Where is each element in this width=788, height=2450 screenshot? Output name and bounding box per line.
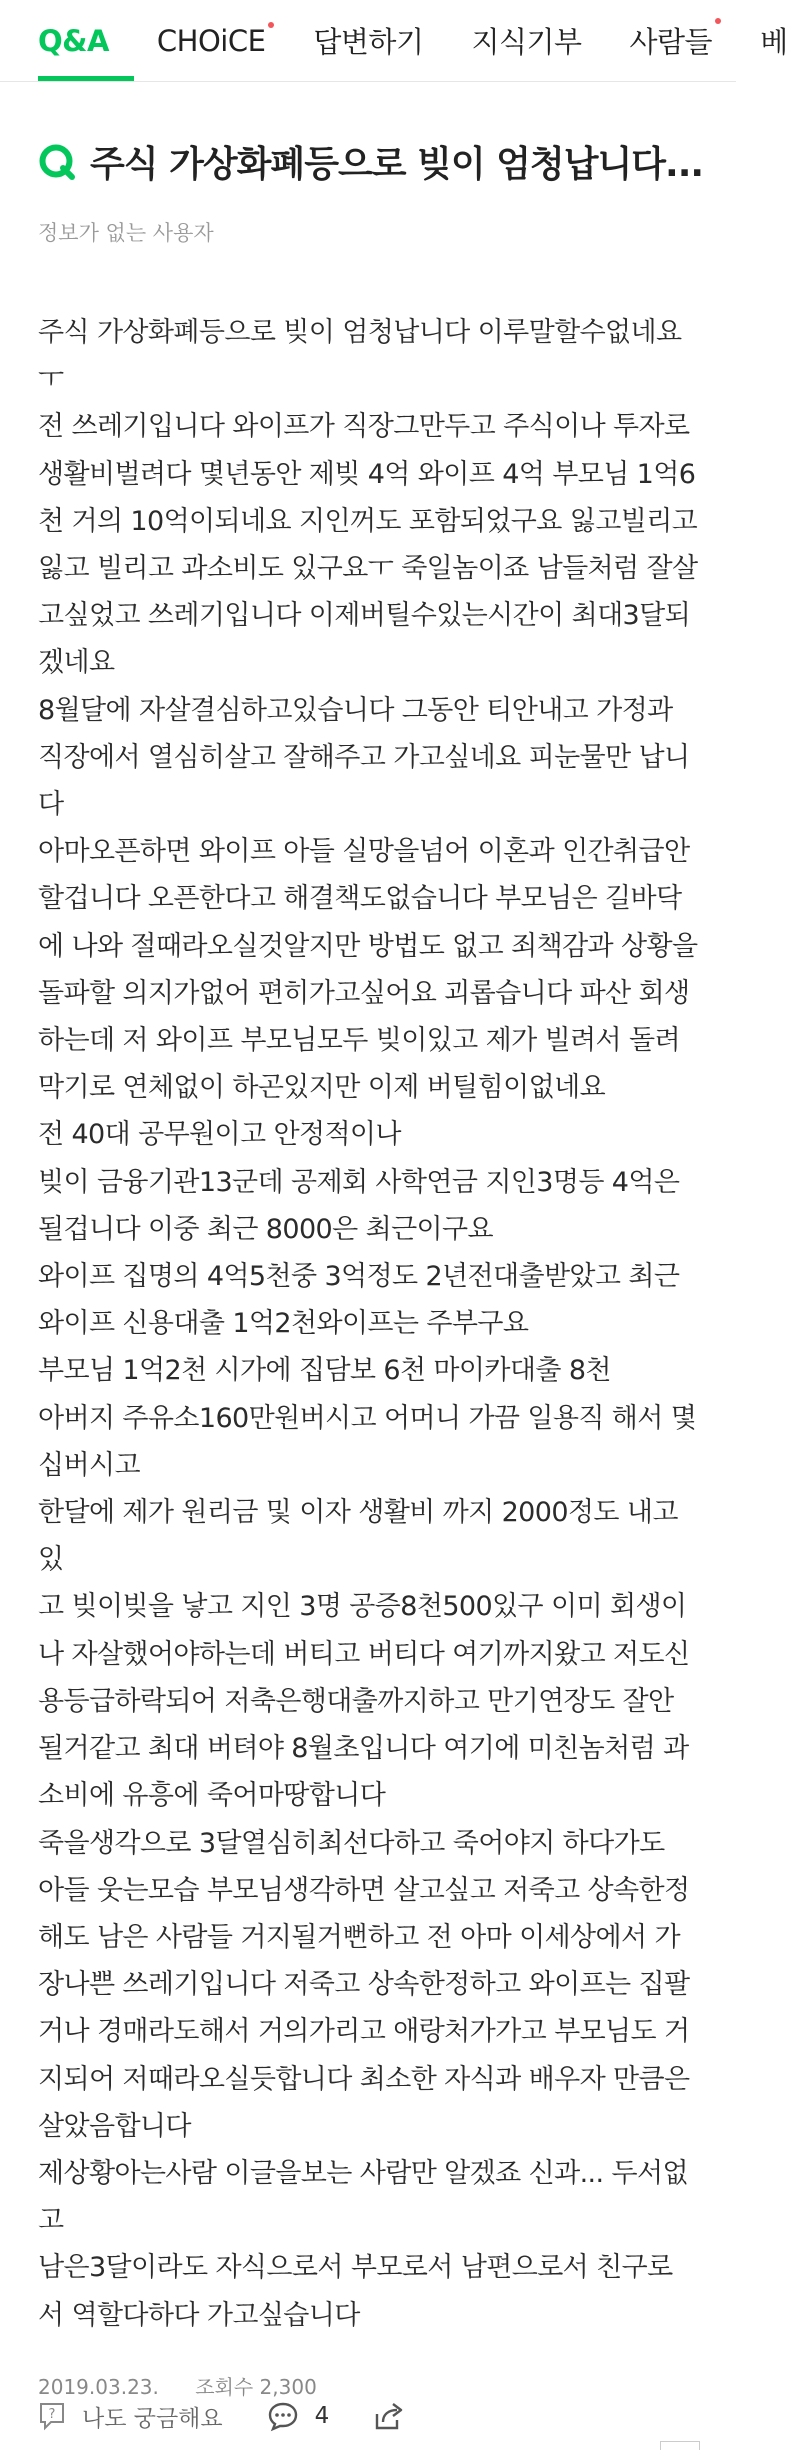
tab-0[interactable] xyxy=(38,24,109,58)
view-count: 조회수 2,300 xyxy=(195,2374,317,2399)
curious-button[interactable] xyxy=(38,2400,223,2433)
body-line: 막기로 연체없이 하곤있지만 이제 버틸힘이없네요 xyxy=(38,1072,606,1104)
body-line: 거나 경매라도해서 거의가리고 애랑처가가고 부모님도 거 xyxy=(38,2016,690,2048)
body-line: 아버지 주유소160만원버시고 어머니 가끔 일용직 해서 몇 xyxy=(38,1402,697,1434)
body-line: 주식 가상화폐등으로 빚이 엄청납니다 이루말할수없네요 xyxy=(38,317,682,348)
author-name[interactable]: 정보가 없는 사용자 xyxy=(38,221,214,245)
body-line: 다 xyxy=(38,789,64,821)
body-line: 와이프 집명의 4억5천중 3억정도 2년전대출받았고 최근 xyxy=(38,1261,680,1293)
question-title: 주식 가상화폐등으로 빚이 엄청납니다... xyxy=(90,144,704,185)
body-line: 전 쓰레기입니다 와이프가 직장그만두고 주식이나 투자로 xyxy=(38,411,690,443)
body-line: 고싶었고 쓰레기입니다 이제버틸수있는시간이 최대3달되 xyxy=(38,600,691,632)
top-nav xyxy=(0,0,788,82)
tab-4[interactable] xyxy=(630,20,713,61)
body-line: 아마오픈하면 와이프 아들 실망을넘어 이혼과 인간취급안 xyxy=(38,836,690,868)
body-line: 빚이 금융기관13군데 공제회 사학연금 지인3명등 4억은 xyxy=(38,1166,680,1198)
body-line: 소비에 유흥에 죽어마땅합니다 xyxy=(38,1780,386,1812)
tab-2[interactable] xyxy=(313,20,423,61)
tab-label: CHOiCE xyxy=(156,23,266,58)
body-line: 용등급하락되어 저축은행대출까지하고 만기연장도 잘안 xyxy=(38,1685,674,1717)
question-body xyxy=(0,247,736,2339)
body-line: 할겁니다 오픈한다고 해결책도없습니다 부모님은 길바닥 xyxy=(38,883,682,915)
curious-label: 나도 궁금해요 xyxy=(82,2405,223,2432)
body-line: 천 거의 10억이되네요 지인꺼도 포함되었구요 잃고빌리고 xyxy=(38,505,698,537)
body-line: 부모님 1억2천 시가에 집담보 6천 마이카대출 8천 xyxy=(38,1355,611,1387)
body-line: 서 역할다하다 가고싶습니다 xyxy=(38,2299,360,2331)
question-header xyxy=(0,82,736,247)
body-line: 잃고 빌리고 과소비도 있구요ㅜ 죽일놈이죠 남들처럼 잘살 xyxy=(38,553,698,585)
svg-text:?: ? xyxy=(48,2407,56,2422)
question-meta xyxy=(0,2339,736,2400)
body-line: 될거같고 최대 버텨야 8월초입니다 여기에 미친놈처럼 과 xyxy=(38,1733,689,1765)
body-line: 직장에서 열심히살고 잘해주고 가고싶네요 피눈물만 납니 xyxy=(38,741,690,773)
body-line: 에 나와 절때라오실것알지만 방법도 없고 죄책감과 상황을 xyxy=(38,930,698,962)
body-line: 고 빚이빚을 낳고 지인 3명 공증8천500있구 이미 회생이 xyxy=(38,1591,687,1623)
action-bar xyxy=(38,2395,750,2437)
question-title-row xyxy=(38,136,704,187)
tab-3[interactable] xyxy=(471,20,581,61)
post-date: 2019.03.23. xyxy=(38,2374,159,2399)
body-line: ㅜ xyxy=(38,364,64,396)
comment-button[interactable] xyxy=(267,2401,330,2431)
body-line: 겠네요 xyxy=(38,647,115,679)
scroll-top-button[interactable] xyxy=(660,2441,700,2450)
comment-icon xyxy=(267,2401,299,2431)
body-line: 제상황아는사람 이글을보는 사람만 알겠죠 신과... 두서없 xyxy=(38,2157,688,2189)
body-line: 십버시고 xyxy=(38,1449,140,1481)
share-icon xyxy=(373,2401,405,2431)
body-line: 와이프 신용대출 1억2천와이프는 주부구요 xyxy=(38,1308,529,1340)
new-badge-dot xyxy=(268,22,274,28)
body-line: 고 xyxy=(38,2205,64,2237)
body-line: 나 자살했어야하는데 버티고 버티다 여기까지왔고 저도신 xyxy=(38,1638,690,1670)
tab-label: 베 xyxy=(760,25,788,59)
body-line: 해도 남은 사람들 거지될거뻔하고 전 아마 이세상에서 가 xyxy=(38,1921,680,1953)
body-line: 한달에 제가 원리금 및 이자 생활비 까지 2000정도 내고있 xyxy=(38,1497,678,1576)
body-line: 죽을생각으로 3달열심히최선다하고 죽어야지 하다가도 xyxy=(38,1827,665,1859)
tab-label: Q&A xyxy=(38,23,109,58)
body-line: 8월달에 자살결심하고있습니다 그동안 티안내고 가정과 xyxy=(38,694,673,726)
body-line: 장나쁜 쓰레기입니다 저죽고 상속한정하고 와이프는 집팔 xyxy=(38,1969,690,2001)
body-line: 생활비벌려다 몇년동안 제빚 4억 와이프 4억 부모님 1억6 xyxy=(38,458,696,490)
body-line: 될겁니다 이중 최근 8000은 최근이구요 xyxy=(38,1213,493,1245)
question-icon xyxy=(38,2401,66,2431)
q-icon xyxy=(38,143,76,181)
tab-label: 지식기부 xyxy=(471,25,582,59)
active-tab-indicator xyxy=(38,76,134,81)
body-line: 아들 웃는모습 부모님생각하면 살고싶고 저죽고 상속한정 xyxy=(38,1874,690,1906)
body-line: 살았음합니다 xyxy=(38,2110,191,2142)
body-line: 전 40대 공무원이고 안정적이나 xyxy=(38,1119,401,1151)
body-line: 남은3달이라도 자식으로서 부모로서 남편으로서 친구로 xyxy=(38,2252,673,2284)
tab-label: 사람들 xyxy=(629,25,713,59)
body-line: 하는데 저 와이프 부모님모두 빚이있고 제가 빌려서 돌려 xyxy=(38,1025,680,1057)
body-line: 지되어 저때라오실듯합니다 최소한 자식과 배우자 만큼은 xyxy=(38,2063,690,2095)
tab-1[interactable] xyxy=(157,24,266,58)
share-button[interactable] xyxy=(373,2401,421,2431)
new-badge-dot xyxy=(715,18,721,24)
tab-5[interactable] xyxy=(760,20,788,61)
comment-count: 4 xyxy=(314,2403,330,2429)
tab-label: 답변하기 xyxy=(313,25,424,59)
body-line: 돌파할 의지가없어 편히가고싶어요 괴롭습니다 파산 회생 xyxy=(38,977,690,1009)
